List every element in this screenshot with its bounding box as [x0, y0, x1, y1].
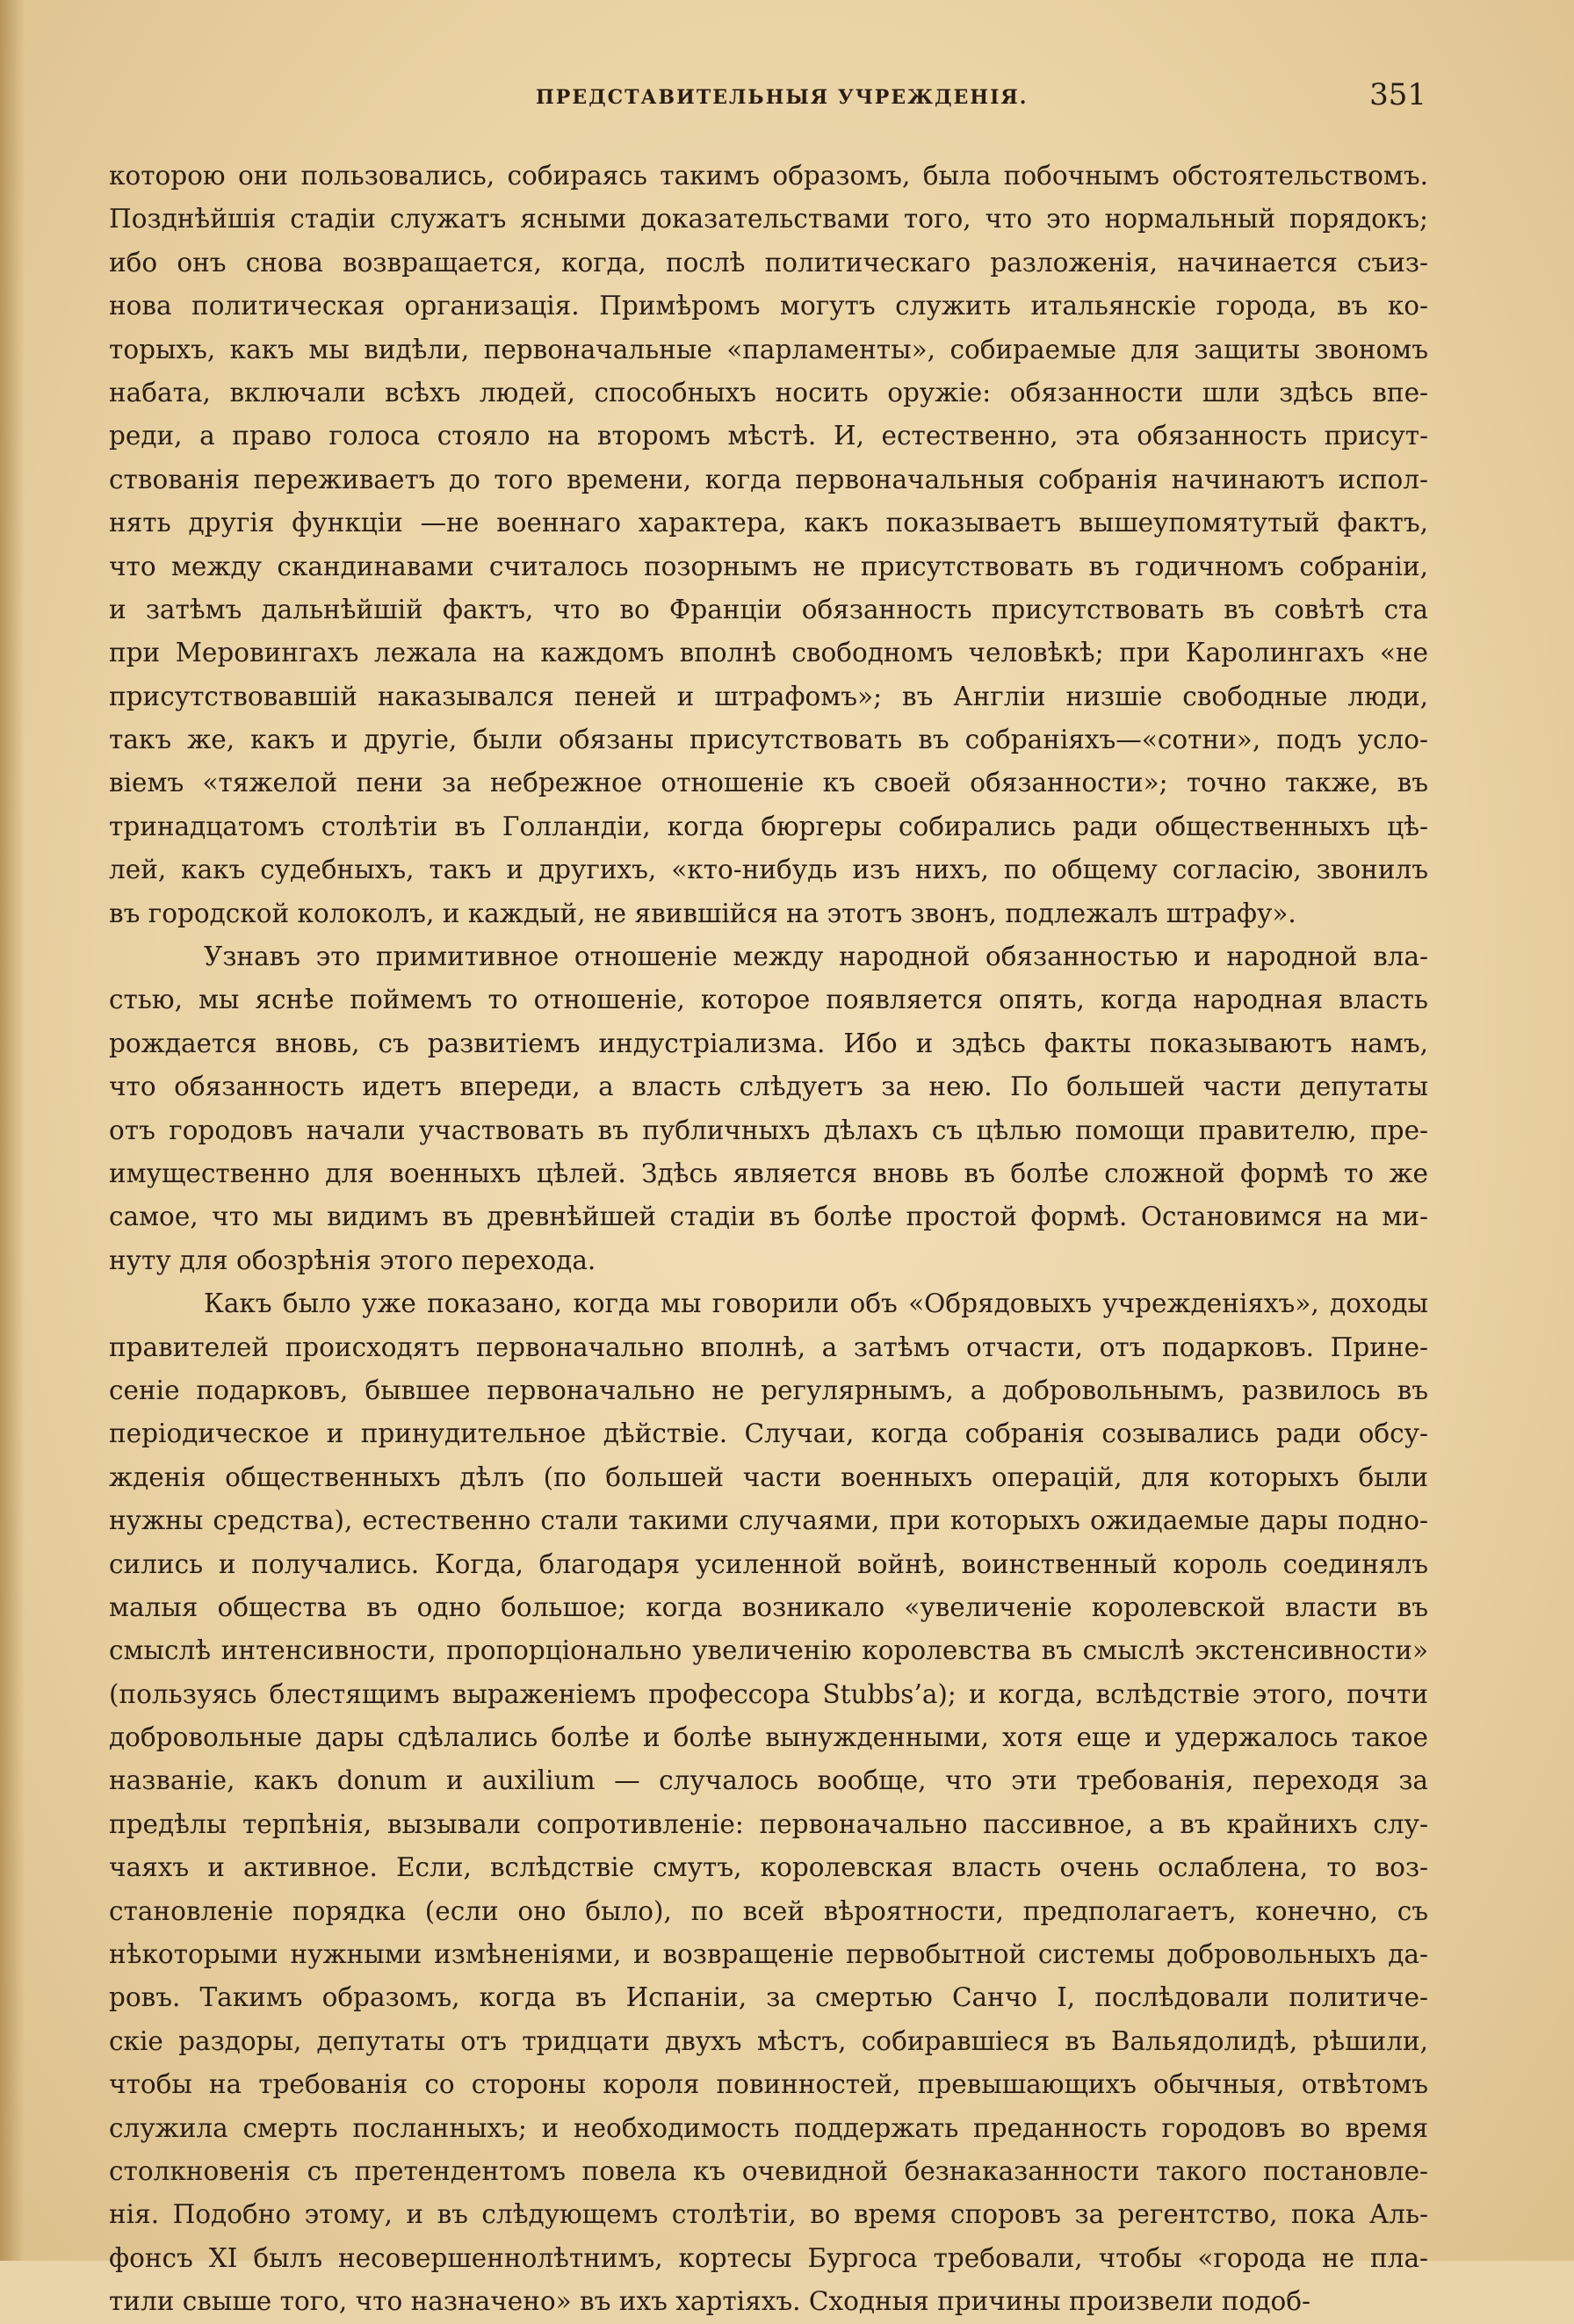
text-line: рождается вновь, съ развитіемъ индустріализма. Ибо и здѣсь факты показываютъ намъ,: [109, 1028, 1428, 1058]
text-line: тринадцатомъ столѣтіи въ Голландіи, когда бюргеры собирались ради общественныхъ цѣ-: [109, 811, 1428, 841]
text-line: предѣлы терпѣнія, вызывали сопротивленіе: первоначально пассивное, а въ крайнихъ слу-: [109, 1808, 1428, 1839]
text-line: и затѣмъ дальнѣйшій фактъ, что во Франціи обязанность присутствовать въ совѣтѣ ста: [109, 594, 1428, 624]
text-line: нуту для обозрѣнія этого перехода.: [109, 1245, 596, 1275]
text-line: сились и получались. Когда, благодаря усиленной войнѣ, воинственный король соединялъ: [109, 1548, 1428, 1579]
text-line: отъ городовъ начали участвовать въ публичныхъ дѣлахъ съ цѣлью помощи правителю, пре-: [109, 1115, 1428, 1145]
text-line: столкновенія съ претендентомъ повела къ очевидной безнаказанности такого постановле-: [109, 2155, 1428, 2186]
text-line: нѣкоторыми нужными измѣненіями, и возвращеніе первобытной системы добровольныхъ да-: [109, 1939, 1428, 1970]
text-line: присутствовавшій наказывался пеней и штрафомъ»; въ Англіи низшіе свободные люди,: [109, 681, 1428, 711]
text-line: добровольные дары сдѣлались болѣе и болѣе вынужденными, хотя еще и удержалось такое: [109, 1722, 1428, 1753]
text-line: набата, включали всѣхъ людей, способныхъ носить оружіе: обязанности шли здѣсь впе-: [109, 377, 1428, 408]
text-line: нять другія функціи —не военнаго характера, какъ показываетъ вышеупомятутый фактъ,: [109, 508, 1428, 538]
text-line: нова политическая организація. Примѣромъ могутъ служить итальянскіе города, въ ко-: [109, 291, 1428, 321]
text-line: которою они пользовались, собираясь такимъ образомъ, была побочнымъ обстоятельствомъ.: [109, 161, 1428, 191]
text-line: имущественно для военныхъ цѣлей. Здѣсь является вновь въ болѣе сложной формѣ то же: [109, 1158, 1428, 1188]
text-line: періодическое и принудительное дѣйствіе. Случаи, когда собранія созывались ради обсу-: [109, 1418, 1428, 1449]
paragraph: [109, 155, 1428, 935]
text-line: чтобы на требованія со стороны короля повинностей, превышающихъ обычныя, отвѣтомъ: [109, 2069, 1428, 2100]
text-line: при Меровингахъ лежала на каждомъ вполнѣ свободномъ человѣкѣ; при Каролингахъ «не: [109, 638, 1428, 668]
text-line: Позднѣйшія стадіи служатъ ясными доказательствами того, что это нормальный порядокъ;: [109, 204, 1428, 235]
text-line: такъ же, какъ и другіе, были обязаны присутствовать въ собраніяхъ—«сотни», подъ усло-: [109, 725, 1428, 755]
text-line: нія. Подобно этому, и въ слѣдующемъ столѣтіи, во время споровъ за регентство, пока Аль-: [109, 2199, 1428, 2230]
running-title: ПРЕДСТАВИТЕЛЬНЫЯ УЧРЕЖДЕНІЯ.: [536, 86, 1029, 109]
text-line: скіе раздоры, депутаты отъ тридцати двухъ мѣстъ, собиравшіеся въ Вальядолидѣ, рѣшили,: [109, 2025, 1428, 2056]
text-line: торыхъ, какъ мы видѣли, первоначальные «парламенты», собираемые для защиты звономъ: [109, 334, 1428, 364]
text-line: служила смерть посланныхъ; и необходимость поддержать преданность городовъ во время: [109, 2112, 1428, 2143]
paragraph: [109, 935, 1428, 1282]
text-line: сеніе подарковъ, бывшее первоначально не регулярнымъ, а добровольнымъ, развилось въ: [109, 1375, 1428, 1405]
text-line: ровъ. Такимъ образомъ, когда въ Испаніи, за смертью Санчо I, послѣдовали политиче-: [109, 1982, 1428, 2013]
text-line: ствованія переживаетъ до того времени, когда первоначальныя собранія начинаютъ испол-: [109, 464, 1428, 494]
text-line: правителей происходятъ первоначально вполнѣ, а затѣмъ отчасти, отъ подарковъ. Прине-: [109, 1332, 1428, 1362]
text-line: чаяхъ и активное. Если, вслѣдствіе смутъ, королевская власть очень ослаблена, то воз-: [109, 1852, 1428, 1883]
text-line: лей, какъ судебныхъ, такъ и другихъ, «кто-нибудь изъ нихъ, по общему согласію, звонилъ: [109, 855, 1428, 885]
text-line: фонсъ XI былъ несовершеннолѣтнимъ, кортесы Бургоса требовали, чтобы «города не пла-: [109, 2242, 1428, 2273]
body-text: [109, 155, 1428, 2324]
text-line: реди, а право голоса стояло на второмъ мѣстѣ. И, естественно, эта обязанность присут-: [109, 421, 1428, 451]
text-line: смыслѣ интенсивности, пропорціонально увеличенію королевства въ смыслѣ экстенсивности»: [109, 1635, 1428, 1666]
text-line: Узнавъ это примитивное отношеніе между народной обязанностью и народной вла-: [204, 942, 1428, 972]
text-line: что между скандинавами считалось позорнымъ не присутствовать въ годичномъ собраніи,: [109, 551, 1428, 581]
text-line: віемъ «тяжелой пени за небрежное отношеніе къ своей обязанности»; точно также, въ: [109, 768, 1428, 798]
paragraph: [109, 1282, 1428, 2323]
text-line: Какъ было уже показано, когда мы говорили объ «Обрядовыхъ учрежденіяхъ», доходы: [204, 1288, 1428, 1319]
text-line: становленіе порядка (если оно было), по всей вѣроятности, предполагаетъ, конечно, съ: [109, 1895, 1428, 1926]
text-line: ибо онъ снова возвращается, когда, послѣ политическаго разложенія, начинается съиз-: [109, 247, 1428, 278]
text-line: названіе, какъ donum и auxilium — случалось вообще, что эти требованія, переходя за: [109, 1765, 1428, 1796]
text-line: стью, мы яснѣе поймемъ то отношеніе, которое появляется опять, когда народная власть: [109, 985, 1428, 1015]
text-line: что обязанность идетъ впереди, а власть слѣдуетъ за нею. По большей части депутаты: [109, 1072, 1428, 1102]
text-line: жденія общественныхъ дѣлъ (по большей части военныхъ операцій, для которыхъ были: [109, 1462, 1428, 1492]
page-header: [109, 77, 1426, 121]
text-line: малыя общества въ одно большое; когда возникало «увеличеніе королевской власти въ: [109, 1591, 1428, 1622]
text-line: нужны средства), естественно стали такими случаями, при которыхъ ожидаемые дары подно-: [109, 1505, 1428, 1536]
binding-shadow: [0, 0, 25, 2261]
text-line: самое, что мы видимъ въ древнѣйшей стадіи въ болѣе простой формѣ. Остановимся на ми-: [109, 1202, 1428, 1232]
page-number: 351: [1369, 77, 1426, 112]
text-line: тили свыше того, что назначено» въ ихъ хартіяхъ. Сходныя причины произвели подоб-: [109, 2286, 1311, 2317]
text-line: (пользуясь блестящимъ выраженіемъ профессора Stubbs’a); и когда, вслѣдствіе этого, почти: [109, 1678, 1428, 1709]
text-line: въ городской колоколъ, и каждый, не явившійся на этотъ звонъ, подлежалъ штрафу».: [109, 898, 1296, 928]
